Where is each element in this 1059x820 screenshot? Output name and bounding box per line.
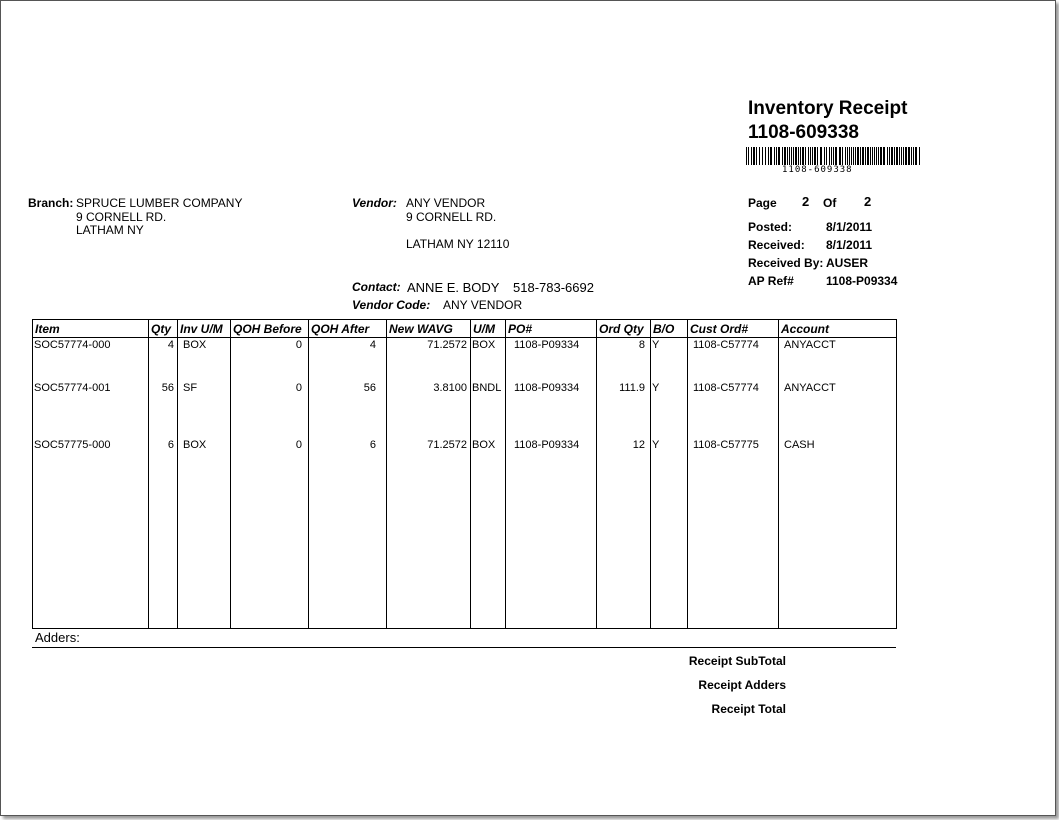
col-header-account: Account bbox=[779, 320, 897, 338]
receipt-total-label: Receipt Total bbox=[711, 702, 786, 716]
barcode-bar bbox=[824, 147, 825, 165]
barcode-bar bbox=[903, 147, 904, 165]
barcode-bar bbox=[851, 147, 852, 165]
col-header-cust-ord: Cust Ord# bbox=[688, 320, 779, 338]
receipt-subtotal-label: Receipt SubTotal bbox=[688, 654, 786, 668]
cell-inv-um: SF bbox=[178, 381, 231, 438]
table-header-row bbox=[33, 320, 897, 338]
barcode-bar bbox=[857, 147, 859, 165]
cell-qoh-after: 6 bbox=[309, 438, 387, 453]
cell-qoh-after: 4 bbox=[309, 338, 387, 382]
col-header-qoh-after: QOH After bbox=[309, 320, 387, 338]
barcode-bar bbox=[800, 147, 801, 165]
barcode-bar bbox=[759, 147, 760, 165]
barcode-bar bbox=[826, 147, 827, 165]
cell-um: BOX bbox=[471, 438, 506, 453]
barcode-bar bbox=[833, 147, 834, 165]
cell-qty: 4 bbox=[149, 338, 178, 382]
barcode-bar bbox=[778, 147, 780, 165]
cell-new-wavg: 71.2572 bbox=[387, 338, 471, 382]
col-header-item: Item bbox=[33, 320, 149, 338]
posted-label: Posted: bbox=[748, 220, 793, 234]
barcode-bar bbox=[787, 147, 788, 165]
barcode-bar bbox=[795, 147, 797, 165]
barcode-bar bbox=[911, 147, 912, 165]
table-filler-row bbox=[33, 453, 897, 629]
barcode-bar bbox=[831, 147, 832, 165]
barcode-bar bbox=[867, 147, 869, 165]
cell-po: 1108-P09334 bbox=[506, 438, 597, 453]
barcode-bar bbox=[896, 147, 898, 165]
barcode-bar bbox=[901, 147, 902, 165]
contact-label: Contact: bbox=[352, 280, 401, 294]
adders-label: Adders: bbox=[35, 630, 80, 645]
barcode-bar bbox=[793, 147, 794, 165]
barcode-bar bbox=[842, 147, 843, 165]
barcode-bar bbox=[894, 147, 895, 165]
barcode-bar bbox=[762, 147, 763, 165]
barcode-bar bbox=[789, 147, 790, 165]
cell-ord-qty: 8 bbox=[597, 338, 651, 382]
received-by-value: AUSER bbox=[826, 256, 869, 270]
barcode-bar bbox=[899, 147, 900, 165]
barcode-bar bbox=[849, 147, 850, 165]
page-number: 2 bbox=[802, 194, 810, 209]
cell-cust-ord: 1108-C57775 bbox=[688, 438, 779, 453]
col-header-po: PO# bbox=[506, 320, 597, 338]
cell-qoh-before: 0 bbox=[231, 381, 309, 438]
cell-new-wavg: 3.8100 bbox=[387, 381, 471, 438]
barcode-bar bbox=[847, 147, 848, 165]
barcode-bar bbox=[753, 147, 755, 165]
barcode-bar bbox=[776, 147, 777, 165]
barcode-bar bbox=[802, 147, 804, 165]
barcode-bar bbox=[853, 147, 854, 165]
cell-qoh-before: 0 bbox=[231, 338, 309, 382]
vendor-code-label: Vendor Code: bbox=[352, 298, 431, 312]
barcode-bar bbox=[876, 147, 877, 165]
barcode-bar bbox=[870, 147, 871, 165]
of-label: Of bbox=[823, 196, 837, 210]
cell-po: 1108-P09334 bbox=[506, 381, 597, 438]
ap-ref-label: AP Ref# bbox=[748, 274, 794, 288]
barcode-bar bbox=[908, 147, 910, 165]
cell-item: SOC57774-001 bbox=[33, 381, 149, 438]
barcode-bar bbox=[872, 147, 873, 165]
cell-bo: Y bbox=[651, 438, 688, 453]
cell-item: SOC57775-000 bbox=[33, 438, 149, 453]
cell-qoh-after: 56 bbox=[309, 381, 387, 438]
table-row bbox=[33, 438, 897, 453]
cell-inv-um: BOX bbox=[178, 438, 231, 453]
table-row bbox=[33, 338, 897, 382]
cell-bo: Y bbox=[651, 381, 688, 438]
branch-address: 9 CORNELL RD. bbox=[76, 210, 167, 224]
branch-city: LATHAM NY bbox=[76, 223, 144, 237]
cell-account: ANYACCT bbox=[779, 381, 897, 438]
barcode-bar bbox=[880, 147, 882, 165]
col-header-new-wavg: New WAVG bbox=[387, 320, 471, 338]
ap-ref-value: 1108-P09334 bbox=[826, 274, 898, 288]
barcode-bar bbox=[770, 147, 772, 165]
vendor-name: ANY VENDOR bbox=[406, 196, 486, 210]
barcode-bar bbox=[751, 147, 752, 165]
cell-qty: 6 bbox=[149, 438, 178, 453]
cell-ord-qty: 12 bbox=[597, 438, 651, 453]
barcode-bar bbox=[829, 147, 830, 165]
barcode-bar bbox=[887, 147, 888, 165]
barcode-bar bbox=[891, 147, 893, 165]
cell-qty: 56 bbox=[149, 381, 178, 438]
cell-inv-um: BOX bbox=[178, 338, 231, 382]
col-header-bo: B/O bbox=[651, 320, 688, 338]
barcode-bar bbox=[845, 147, 846, 165]
barcode-bar bbox=[919, 147, 920, 165]
contact-name: ANNE E. BODY bbox=[407, 280, 500, 295]
barcode-text: 1108-609338 bbox=[782, 165, 853, 175]
barcode-bar bbox=[798, 147, 799, 165]
barcode-bar bbox=[784, 147, 786, 165]
barcode-bar bbox=[865, 147, 866, 165]
cell-new-wavg: 71.2572 bbox=[387, 438, 471, 453]
barcode-bar bbox=[810, 147, 811, 165]
barcode-bar bbox=[905, 147, 907, 165]
posted-value: 8/1/2011 bbox=[826, 220, 873, 234]
barcode-bar bbox=[913, 147, 914, 165]
col-header-um: U/M bbox=[471, 320, 506, 338]
page-label: Page bbox=[748, 196, 777, 210]
table-row bbox=[33, 381, 897, 438]
received-value: 8/1/2011 bbox=[826, 238, 873, 252]
barcode-bar bbox=[774, 147, 775, 165]
vendor-city: LATHAM NY 12110 bbox=[406, 237, 510, 251]
barcode-bar bbox=[855, 147, 856, 165]
barcode-bar bbox=[862, 147, 864, 165]
barcode-bar bbox=[765, 147, 766, 165]
page-total: 2 bbox=[864, 194, 872, 209]
barcode-bar bbox=[748, 147, 749, 165]
barcode-bar bbox=[814, 147, 816, 165]
col-header-qoh-before: QOH Before bbox=[231, 320, 309, 338]
barcode-bar bbox=[791, 147, 792, 165]
barcode-bar bbox=[883, 147, 885, 165]
receipt-adders-label: Receipt Adders bbox=[698, 678, 786, 692]
barcode-bar bbox=[756, 147, 757, 165]
barcode-bar bbox=[746, 147, 747, 165]
cell-bo: Y bbox=[651, 338, 688, 382]
cell-account: ANYACCT bbox=[779, 338, 897, 382]
report-title: Inventory Receipt bbox=[748, 98, 908, 119]
barcode-bar bbox=[835, 147, 837, 165]
barcode-bar bbox=[782, 147, 783, 165]
cell-account: CASH bbox=[779, 438, 897, 453]
receipt-number: 1108-609338 bbox=[748, 122, 859, 143]
barcode-image bbox=[746, 147, 920, 165]
col-header-inv-um: Inv U/M bbox=[178, 320, 231, 338]
received-label: Received: bbox=[748, 238, 805, 252]
cell-um: BNDL bbox=[471, 381, 506, 438]
barcode-bar bbox=[820, 147, 822, 165]
barcode-bar bbox=[889, 147, 890, 165]
barcode-bar bbox=[805, 147, 806, 165]
barcode-bar bbox=[808, 147, 809, 165]
items-table bbox=[32, 319, 897, 629]
barcode-bar bbox=[817, 147, 818, 165]
cell-cust-ord: 1108-C57774 bbox=[688, 381, 779, 438]
adders-divider bbox=[32, 647, 896, 648]
cell-ord-qty: 111.9 bbox=[597, 381, 651, 438]
barcode-bar bbox=[874, 147, 875, 165]
received-by-label: Received By: bbox=[748, 256, 824, 270]
branch-name: SPRUCE LUMBER COMPANY bbox=[76, 196, 243, 210]
cell-po: 1108-P09334 bbox=[506, 338, 597, 382]
col-header-ord-qty: Ord Qty bbox=[597, 320, 651, 338]
barcode-bar bbox=[878, 147, 879, 165]
cell-cust-ord: 1108-C57774 bbox=[688, 338, 779, 382]
col-header-qty: Qty bbox=[149, 320, 178, 338]
cell-item: SOC57774-000 bbox=[33, 338, 149, 382]
barcode-bar bbox=[915, 147, 917, 165]
vendor-address: 9 CORNELL RD. bbox=[406, 210, 497, 224]
vendor-code-value: ANY VENDOR bbox=[443, 298, 523, 312]
barcode-bar bbox=[839, 147, 841, 165]
cell-um: BOX bbox=[471, 338, 506, 382]
barcode-bar bbox=[860, 147, 861, 165]
branch-label: Branch: bbox=[28, 196, 74, 210]
barcode-bar bbox=[812, 147, 813, 165]
contact-phone: 518-783-6692 bbox=[513, 280, 594, 295]
cell-qoh-before: 0 bbox=[231, 438, 309, 453]
vendor-label: Vendor: bbox=[352, 196, 397, 210]
barcode-bar bbox=[768, 147, 769, 165]
